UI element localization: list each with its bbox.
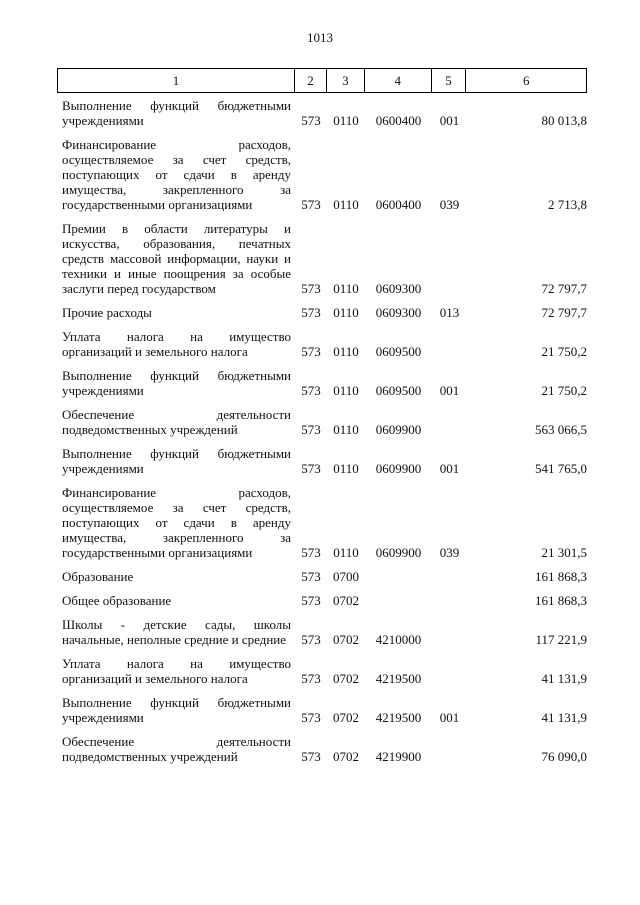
row-code-2: 573: [301, 545, 321, 560]
row-amount: 41 131,9: [541, 710, 587, 725]
row-code-2: 573: [301, 710, 321, 725]
row-code-4: 0609300: [375, 305, 422, 320]
row-code-2: 573: [301, 593, 321, 608]
row-code-3: 0702: [333, 632, 359, 647]
header-col-3: 3: [327, 69, 365, 92]
table-row: [57, 98, 587, 128]
table-row: [57, 569, 587, 584]
row-description: Выполнение функций бюджетными учреждениями: [62, 695, 291, 725]
row-amount: 76 090,0: [541, 749, 587, 764]
table-row: [57, 656, 587, 686]
table-row: [57, 368, 587, 398]
row-amount: 72 797,7: [541, 281, 587, 296]
row-code-3: 0110: [333, 545, 359, 560]
row-code-3: 0702: [333, 710, 359, 725]
row-description: Выполнение функций бюджетными учреждениями: [62, 446, 291, 476]
table-row: [57, 617, 587, 647]
row-code-3: 0700: [333, 569, 359, 584]
row-code-2: 573: [301, 569, 321, 584]
row-code-4: 4219500: [375, 710, 422, 725]
row-code-3: 0702: [333, 749, 359, 764]
table-row: [57, 446, 587, 476]
row-code-2: 573: [301, 671, 321, 686]
row-amount: 72 797,7: [541, 305, 587, 320]
row-code-3: 0702: [333, 593, 359, 608]
row-code-4: 0609500: [375, 383, 422, 398]
row-amount: 161 868,3: [535, 569, 587, 584]
table-body: [57, 98, 587, 773]
row-code-3: 0110: [333, 281, 359, 296]
table-row: [57, 593, 587, 608]
table-header: [57, 68, 587, 93]
row-amount: 41 131,9: [541, 671, 587, 686]
row-description: Финансирование расходов, осуществляемое за счет средств, поступающих от сдачи в аренду имущества, закрепленного за государственными организациями: [62, 137, 291, 212]
row-code-3: 0110: [333, 305, 359, 320]
header-col-5: 5: [432, 69, 467, 92]
row-amount: 541 765,0: [535, 461, 587, 476]
row-code-5: 039: [439, 197, 460, 212]
row-description: Выполнение функций бюджетными учреждениями: [62, 368, 291, 398]
row-code-5: 001: [439, 461, 460, 476]
row-code-5: 001: [439, 113, 460, 128]
row-description: Общее образование: [62, 593, 172, 608]
row-code-3: 0702: [333, 671, 359, 686]
row-code-4: 4219900: [375, 749, 422, 764]
row-amount: 2 713,8: [548, 197, 587, 212]
row-description: Премии в области литературы и искусства, образования, печатных средств массовой информации, науки и техники и иные поощрения за особые заслуги перед государством: [62, 221, 291, 296]
row-description: Прочие расходы: [62, 305, 152, 320]
row-description: Уплата налога на имущество организаций и земельного налога: [62, 656, 291, 686]
row-code-2: 573: [301, 461, 321, 476]
header-col-1: 1: [58, 69, 295, 92]
row-code-4: 0600400: [375, 197, 422, 212]
header-col-6: 6: [522, 73, 530, 88]
header-col-4: 4: [365, 69, 432, 92]
table-row: [57, 407, 587, 437]
row-code-4: 0609500: [375, 344, 422, 359]
table-row: [57, 221, 587, 296]
row-amount: 117 221,9: [535, 632, 587, 647]
row-code-5: 013: [439, 305, 460, 320]
row-description: Школы - детские сады, школы начальные, неполные средние и средние: [62, 617, 291, 647]
row-code-4: 4210000: [375, 632, 422, 647]
row-code-3: 0110: [333, 461, 359, 476]
row-code-2: 573: [301, 632, 321, 647]
row-code-3: 0110: [333, 344, 359, 359]
row-code-4: 0600400: [375, 113, 422, 128]
header-col-2: 2: [295, 69, 327, 92]
row-code-2: 573: [301, 749, 321, 764]
row-code-2: 573: [301, 281, 321, 296]
row-code-4: 0609900: [375, 461, 422, 476]
row-description: Выполнение функций бюджетными учреждениями: [62, 98, 291, 128]
row-code-5: 001: [439, 383, 460, 398]
row-code-4: 0609900: [375, 545, 422, 560]
row-code-4: 0609900: [375, 422, 422, 437]
row-amount: 21 301,5: [541, 545, 587, 560]
row-amount: 21 750,2: [541, 383, 587, 398]
row-code-5: 001: [439, 710, 460, 725]
row-description: Образование: [62, 569, 134, 584]
row-code-3: 0110: [333, 113, 359, 128]
table-row: [57, 734, 587, 764]
table-row: [57, 485, 587, 560]
row-amount: 563 066,5: [535, 422, 587, 437]
table-row: [57, 305, 587, 320]
row-code-4: 0609300: [375, 281, 422, 296]
table-row: [57, 695, 587, 725]
row-code-2: 573: [301, 305, 321, 320]
row-code-3: 0110: [333, 383, 359, 398]
row-code-2: 573: [301, 383, 321, 398]
row-code-2: 573: [301, 344, 321, 359]
row-code-2: 573: [301, 422, 321, 437]
row-code-2: 573: [301, 197, 321, 212]
page-number: 1013: [307, 30, 333, 45]
row-description: Обеспечение деятельности подведомственных учреждений: [62, 734, 291, 764]
row-code-4: 4219500: [375, 671, 422, 686]
row-code-3: 0110: [333, 197, 359, 212]
row-code-5: 039: [439, 545, 460, 560]
row-description: Уплата налога на имущество организаций и земельного налога: [62, 329, 291, 359]
row-amount: 80 013,8: [541, 113, 587, 128]
row-description: Обеспечение деятельности подведомственных учреждений: [62, 407, 291, 437]
row-code-2: 573: [301, 113, 321, 128]
row-amount: 21 750,2: [541, 344, 587, 359]
table-row: [57, 137, 587, 212]
row-description: Финансирование расходов, осуществляемое за счет средств, поступающих от сдачи в аренду имущества, закрепленного за государственными организациями: [62, 485, 291, 560]
table-row: [57, 329, 587, 359]
row-amount: 161 868,3: [535, 593, 587, 608]
row-code-3: 0110: [333, 422, 359, 437]
